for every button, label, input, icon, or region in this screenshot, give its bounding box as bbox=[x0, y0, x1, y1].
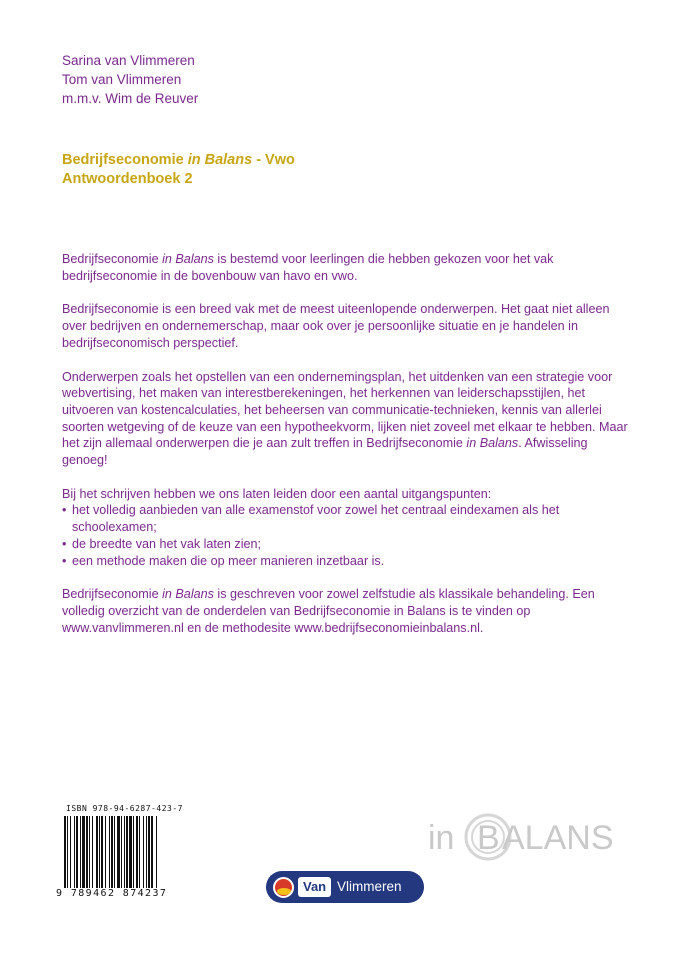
title-text: Bedrijfseconomie bbox=[62, 152, 188, 168]
barcode-bar bbox=[129, 816, 132, 888]
svg-text:in: in bbox=[428, 819, 455, 857]
title-text-suffix: - Vwo bbox=[252, 152, 295, 168]
barcode-bar bbox=[133, 816, 134, 888]
italic-text: in Balans bbox=[466, 436, 519, 451]
bullet-list bbox=[62, 502, 632, 569]
logo-name-text: Vlimmeren bbox=[337, 879, 402, 894]
barcode-bar bbox=[139, 816, 140, 888]
text: Bedrijfseconomie bbox=[62, 252, 163, 266]
text: Onderwerpen zoals het opstellen van een ondernemingsplan, het uitdenken van een strategie voor webvertising, het maken van interestberekeningen, het herkennen van leiderschapsstijlen, het uitvoeren van kostencalculaties, het beheersen van communicatie-technieken, kennis van allerlei soorten wetgeving of de keuze van een hypotheekvorm, lijken niet zoveel met elkaar te hebben. Maar het zijn allemaal onderwerpen die je aan zult treffen in Bedrijfseconomie bbox=[62, 369, 628, 451]
italic-text: in Balans bbox=[162, 587, 214, 602]
barcode-bar bbox=[105, 816, 106, 888]
paragraph-3 bbox=[62, 369, 632, 469]
barcode-bar bbox=[124, 816, 125, 888]
blurb bbox=[62, 251, 632, 653]
isbn-digits: 9 789462 874237 bbox=[56, 888, 168, 899]
author-name: Sarina van Vlimmeren bbox=[62, 53, 195, 68]
isbn-label: ISBN 978-94-6287-423-7 bbox=[66, 804, 183, 813]
list-item: • een methode maken die op meer manieren inzetbaar is. bbox=[62, 553, 632, 570]
barcode-bar bbox=[126, 816, 128, 888]
author-name: m.m.v. Wim de Reuver bbox=[62, 91, 199, 106]
barcode-bar bbox=[89, 816, 90, 888]
barcode-bar bbox=[76, 816, 78, 888]
isbn-barcode bbox=[56, 804, 208, 902]
title-italic: in Balans bbox=[187, 152, 253, 168]
italic-text: in Balans bbox=[162, 252, 214, 266]
barcode-bar bbox=[143, 816, 144, 888]
list-item: • de breedte van het vak laten zien; bbox=[62, 536, 632, 553]
barcode-bar bbox=[80, 816, 81, 888]
paragraph-5 bbox=[62, 586, 632, 636]
barcode-bar bbox=[156, 816, 157, 888]
barcode-bar bbox=[121, 816, 122, 888]
logo-van-text: Van bbox=[298, 877, 331, 897]
barcode-bar bbox=[151, 816, 153, 888]
barcode-bar bbox=[117, 816, 120, 888]
text: is bestemd voor leerlingen die hebben gekozen voor het vak bedrijfseconomie in de bovenbouw van havo en vwo. bbox=[62, 252, 554, 283]
book-title bbox=[62, 151, 295, 189]
paragraph-1 bbox=[62, 251, 632, 284]
barcode-bar bbox=[86, 816, 88, 888]
text: Bedrijfseconomie bbox=[62, 587, 163, 602]
in-balans-logo bbox=[428, 808, 654, 868]
svg-text:ALANS: ALANS bbox=[502, 819, 614, 857]
list-item: • het volledig aanbieden van alle examenstof voor zowel het centraal eindexamen als het schoolexamen; bbox=[62, 502, 632, 535]
barcode-bar bbox=[67, 816, 68, 888]
barcode-bar bbox=[101, 816, 103, 888]
author-name: Tom van Vlimmeren bbox=[62, 72, 182, 87]
barcode-bar bbox=[92, 816, 93, 888]
svg-text:B: B bbox=[477, 819, 500, 857]
barcode-bar bbox=[74, 816, 75, 888]
barcode-bars bbox=[64, 816, 204, 888]
title-line-2: Antwoordenboek 2 bbox=[62, 171, 193, 187]
paragraph-2: Bedrijfseconomie is een breed vak met de meest uiteenlopende onderwerpen. Het gaat niet alleen over bedrijven en ondernemerschap, maar ook over je persoonlijke situatie en je handelen in bedrijfseconomisch perspectief. bbox=[62, 302, 610, 350]
barcode-bar bbox=[96, 816, 98, 888]
paragraph-4-intro: Bij het schrijven hebben we ons laten leiden door een aantal uitgangspunten: bbox=[62, 486, 492, 501]
barcode-bar bbox=[64, 816, 66, 888]
title-line-1 bbox=[62, 151, 295, 170]
barcode-bar bbox=[109, 816, 110, 888]
barcode-bar bbox=[146, 816, 147, 888]
barcode-bar bbox=[136, 816, 138, 888]
author-list bbox=[62, 51, 198, 108]
text: is geschreven voor zowel zelfstudie als klassikale behandeling. Een volledig overzicht van de onderdelen van Bedrijfseconomie in Balans is te vinden op www.vanvlimmeren.nl en de methodesite www.bedrijfseconomieinbalans.nl. bbox=[62, 587, 595, 635]
barcode-bar bbox=[114, 816, 115, 888]
barcode-bar bbox=[111, 816, 113, 888]
barcode-bar bbox=[148, 816, 150, 888]
barcode-bar bbox=[82, 816, 85, 888]
barcode-bar bbox=[70, 816, 71, 888]
van-vlimmeren-logo bbox=[266, 871, 424, 903]
barcode-bar bbox=[99, 816, 100, 888]
text: . Afwisseling genoeg! bbox=[62, 436, 588, 468]
globe-icon bbox=[273, 877, 294, 898]
